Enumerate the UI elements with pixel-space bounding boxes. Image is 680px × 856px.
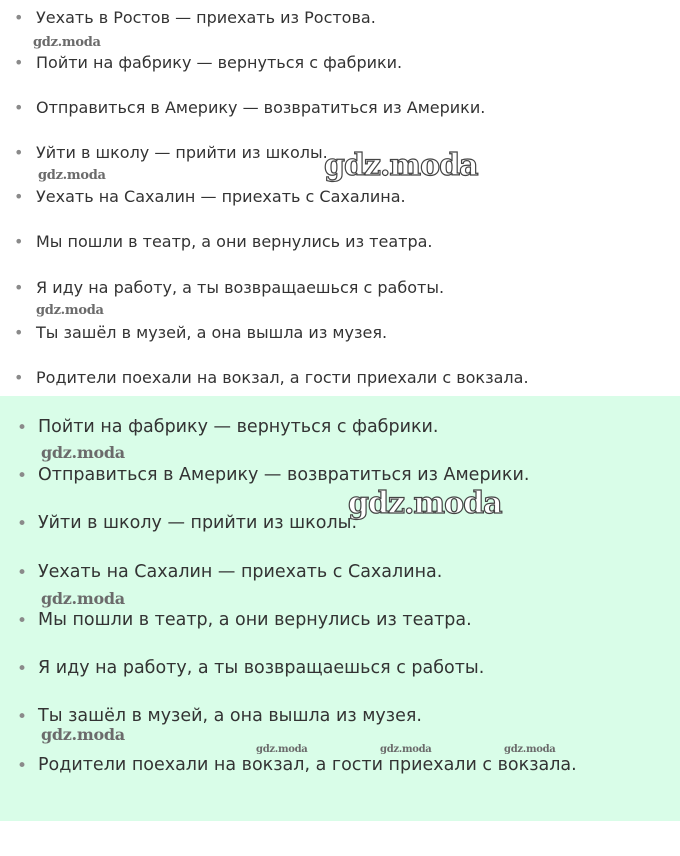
list-item: Отправиться в Америку — возвратиться из Америки. — [38, 465, 530, 485]
watermark: gdz.moda — [380, 744, 432, 755]
list-item: Уйти в школу — прийти из школы. — [36, 143, 328, 162]
bullet-icon: • — [17, 659, 28, 679]
bullet-icon: • — [14, 187, 24, 206]
list-item: Отправиться в Америку — возвратиться из Америки. — [36, 98, 486, 117]
watermark: gdz.moda — [41, 443, 125, 462]
list-item: Уехать на Сахалин — приехать с Сахалина. — [38, 562, 443, 582]
bullet-icon: • — [17, 466, 28, 486]
watermark: gdz.moda — [348, 486, 502, 521]
watermark: gdz.moda — [504, 744, 556, 755]
list-item: Я иду на работу, а ты возвращаешься с работы. — [38, 658, 485, 678]
bullet-icon: • — [17, 707, 28, 727]
bullet-icon: • — [14, 53, 24, 72]
watermark: gdz.moda — [36, 303, 104, 318]
watermark: gdz.moda — [256, 744, 308, 755]
list-item: Уехать в Ростов — приехать из Ростова. — [36, 8, 376, 27]
bullet-icon: • — [17, 611, 28, 631]
bullet-icon: • — [17, 514, 28, 534]
list-item: Пойти на фабрику — вернуться с фабрики. — [36, 53, 403, 72]
bullet-icon: • — [14, 232, 24, 251]
list-item: Уйти в школу — прийти из школы. — [38, 513, 358, 533]
bullet-icon: • — [14, 368, 24, 387]
watermark: gdz.moda — [324, 148, 478, 183]
bullet-icon: • — [14, 8, 24, 27]
list-item: Ты зашёл в музей, а она вышла из музея. — [38, 706, 422, 726]
bullet-icon: • — [14, 143, 24, 162]
watermark: gdz.moda — [38, 168, 106, 183]
list-item: Мы пошли в театр, а они вернулись из театра. — [38, 610, 472, 630]
list-item: Родители поехали на вокзал, а гости приехали с вокзала. — [36, 368, 529, 387]
bullet-icon: • — [17, 418, 28, 438]
bullet-icon: • — [17, 563, 28, 583]
list-item: Пойти на фабрику — вернуться с фабрики. — [38, 417, 439, 437]
list-item: Мы пошли в театр, а они вернулись из театра. — [36, 232, 433, 251]
watermark: gdz.moda — [41, 725, 125, 744]
list-item: Ты зашёл в музей, а она вышла из музея. — [36, 323, 388, 342]
watermark: gdz.moda — [33, 35, 101, 50]
list-item: Я иду на работу, а ты возвращаешься с работы. — [36, 278, 445, 297]
bullet-icon: • — [14, 323, 24, 342]
list-item: Уехать на Сахалин — приехать с Сахалина. — [36, 187, 406, 206]
list-item: Родители поехали на вокзал, а гости приехали с вокзала. — [38, 755, 577, 775]
bullet-icon: • — [17, 756, 28, 776]
watermark: gdz.moda — [41, 589, 125, 608]
bullet-icon: • — [14, 98, 24, 117]
bullet-icon: • — [14, 278, 24, 297]
